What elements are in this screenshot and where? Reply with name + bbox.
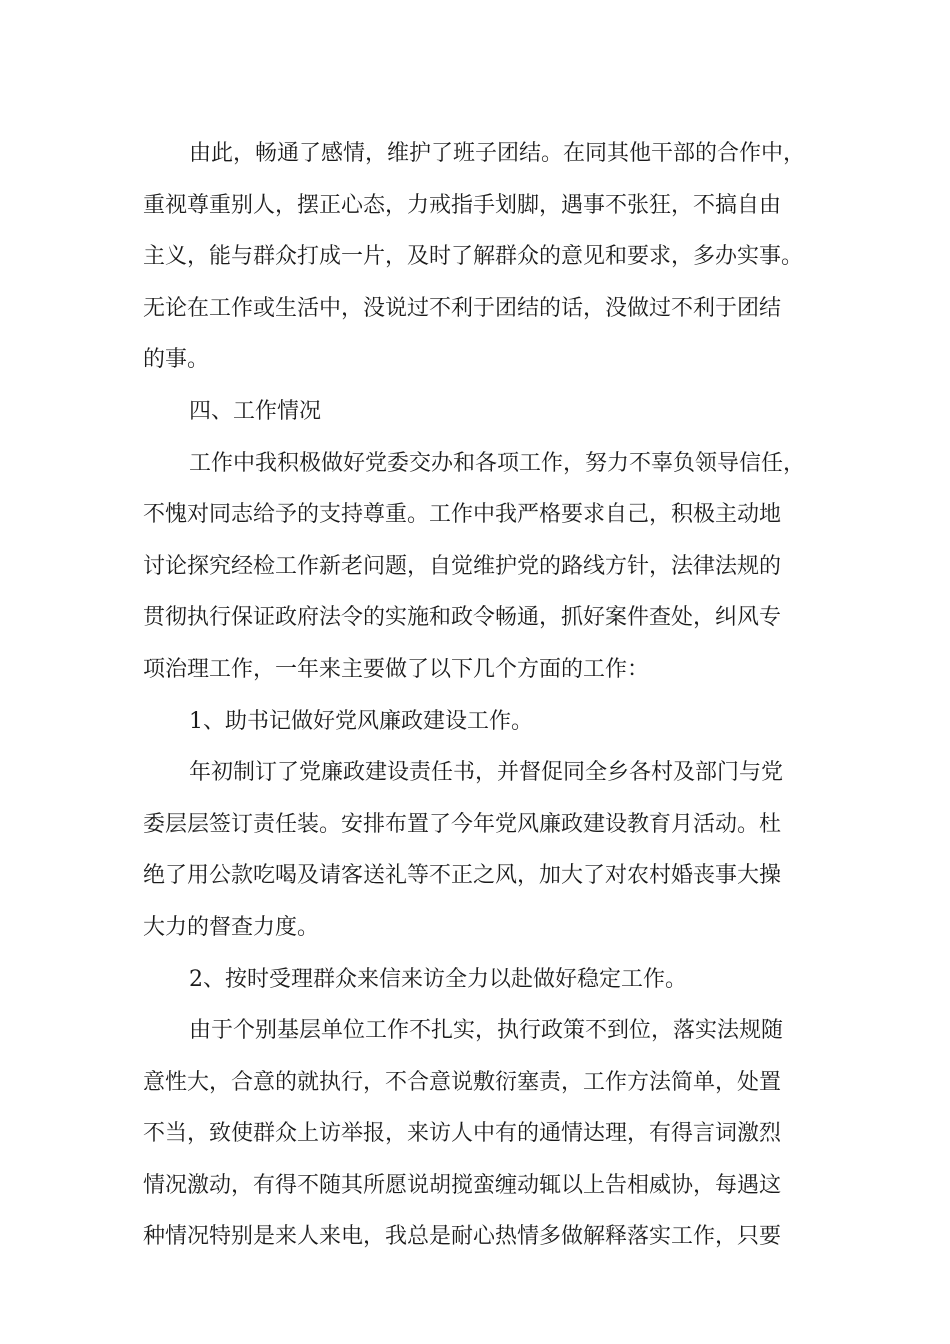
body-text xyxy=(143,128,833,1263)
text-line: 年初制订了党廉政建设责任书，并督促同全乡各村及部门与党 xyxy=(189,760,784,786)
text-line: 绝了用公款吃喝及请客送礼等不正之风，加大了对农村婚丧事大操 xyxy=(143,863,782,889)
text-line: 贯彻执行保证政府法令的实施和政令畅通，抓好案件查处，纠风专 xyxy=(143,605,782,631)
text-line: 委层层签订责任装。安排布置了今年党风廉政建设教育月活动。杜 xyxy=(143,811,782,837)
text-line: 由于个别基层单位工作不扎实，执行政策不到位，落实法规随 xyxy=(189,1018,784,1044)
subsection-heading: 2、按时受理群众来信来访全力以赴做好稳定工作。 xyxy=(189,966,687,992)
text-line: 不当，致使群众上访举报，来访人中有的通情达理，有得言词激烈 xyxy=(143,1121,782,1147)
text-line: 工作中我积极做好党委交办和各项工作，努力不辜负领导信任， xyxy=(189,450,806,476)
text-line: 不愧对同志给予的支持尊重。工作中我严格要求自己，积极主动地 xyxy=(143,502,782,528)
text-line: 意性大，合意的就执行，不合意说敷衍塞责，工作方法简单，处置 xyxy=(143,1069,782,1095)
text-line: 种情况特别是来人来电，我总是耐心热情多做解释落实工作，只要 xyxy=(143,1224,782,1250)
text-line: 主义，能与群众打成一片，及时了解群众的意见和要求，多办实事。 xyxy=(143,244,804,270)
text-line: 重视尊重别人，摆正心态，力戒指手划脚，遇事不张狂，不搞自由 xyxy=(143,192,782,218)
text-line: 情况激动，有得不随其所愿说胡搅蛮缠动辄以上告相威协，每遇这 xyxy=(143,1172,782,1198)
text-line: 大力的督查力度。 xyxy=(143,914,320,940)
text-line: 无论在工作或生活中，没说过不利于团结的话，没做过不利于团结 xyxy=(143,295,782,321)
text-line: 项治理工作，一年来主要做了以下几个方面的工作： xyxy=(143,656,650,682)
text-line: 由此，畅通了感情，维护了班子团结。在同其他干部的合作中， xyxy=(189,141,806,166)
text-line: 的事。 xyxy=(143,347,210,373)
section-heading: 四、工作情况 xyxy=(189,398,322,424)
subsection-heading: 1、助书记做好党风廉政建设工作。 xyxy=(189,708,533,734)
text-line: 讨论探究经检工作新老问题，自觉维护党的路线方针，法律法规的 xyxy=(143,553,782,579)
